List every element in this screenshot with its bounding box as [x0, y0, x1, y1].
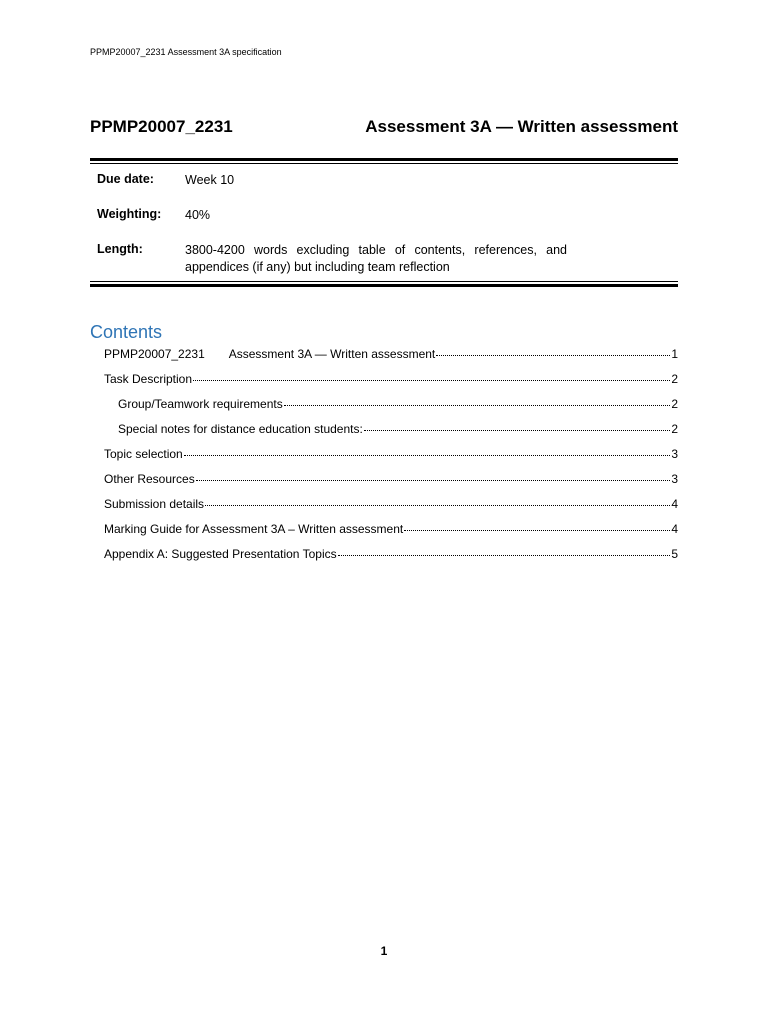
toc-entry-submission-details[interactable] — [104, 497, 678, 514]
toc-leader-dots — [436, 346, 670, 356]
toc-leader-dots — [196, 471, 671, 481]
toc-page-number: 4 — [671, 497, 678, 511]
toc-leader-dots — [184, 446, 671, 456]
toc-entry-topic-selection[interactable] — [104, 447, 678, 464]
document-title — [90, 117, 678, 137]
toc-entry-label: Other Resources — [104, 472, 195, 486]
toc-entry-label: Submission details — [104, 497, 205, 511]
toc-leader-dots — [404, 521, 670, 531]
top-rule-thin — [90, 163, 678, 164]
toc-entry-label: PPMP20007_2231 Assessment 3A — Written assessment — [104, 347, 436, 361]
weighting-label: Weighting: — [97, 207, 162, 221]
bottom-rule-thick — [90, 284, 678, 287]
due-date-label: Due date: — [97, 172, 154, 186]
toc-entry-label: Topic selection — [104, 447, 183, 461]
toc-leader-dots — [364, 421, 670, 431]
toc-page-number: 4 — [671, 522, 678, 536]
toc-page-number: 3 — [671, 472, 678, 486]
top-rule-thick — [90, 158, 678, 161]
table-of-contents — [104, 347, 678, 564]
length-label: Length: — [97, 242, 143, 256]
toc-page-number: 3 — [671, 447, 678, 461]
weighting-row — [97, 207, 567, 224]
assessment-title: Assessment 3A — Written assessment — [365, 117, 678, 136]
toc-leader-dots — [205, 496, 670, 506]
toc-entry-distance-education[interactable] — [104, 422, 678, 439]
toc-page-number: 1 — [671, 347, 678, 361]
toc-entry-label: Group/Teamwork requirements — [118, 397, 283, 411]
toc-page-number: 5 — [671, 547, 678, 561]
toc-entry-label: Task Description — [104, 372, 193, 386]
toc-page-number: 2 — [671, 422, 678, 436]
contents-heading: Contents — [90, 322, 163, 342]
bottom-rule-thin — [90, 281, 678, 282]
toc-entry-label: Marking Guide for Assessment 3A – Written assessment — [104, 522, 404, 536]
toc-leader-dots — [284, 396, 671, 406]
toc-entry-appendix-a[interactable] — [104, 547, 678, 564]
toc-leader-dots — [338, 546, 671, 556]
course-code: PPMP20007_2231 — [90, 117, 233, 136]
running-header: PPMP20007_2231 Assessment 3A specification — [90, 47, 282, 57]
toc-page-number: 2 — [671, 372, 678, 386]
toc-entry-task-description[interactable] — [104, 372, 678, 389]
assessment-details — [97, 172, 567, 276]
page-number: 1 — [380, 944, 388, 958]
weighting-value: 40% — [185, 208, 211, 222]
toc-leader-dots — [193, 371, 670, 381]
toc-entry-title[interactable] — [104, 347, 678, 364]
length-row — [97, 242, 567, 276]
toc-entry-group-teamwork[interactable] — [104, 397, 678, 414]
toc-page-number: 2 — [671, 397, 678, 411]
toc-entry-marking-guide[interactable] — [104, 522, 678, 539]
toc-entry-label: Appendix A: Suggested Presentation Topics — [104, 547, 337, 561]
due-date-row — [97, 172, 567, 189]
toc-entry-other-resources[interactable] — [104, 472, 678, 489]
toc-entry-label: Special notes for distance education students: — [118, 422, 363, 436]
length-value: 3800-4200 words excluding table of contents, references, and appendices (if any) but including team reflection — [185, 243, 567, 274]
due-date-value: Week 10 — [185, 173, 235, 187]
